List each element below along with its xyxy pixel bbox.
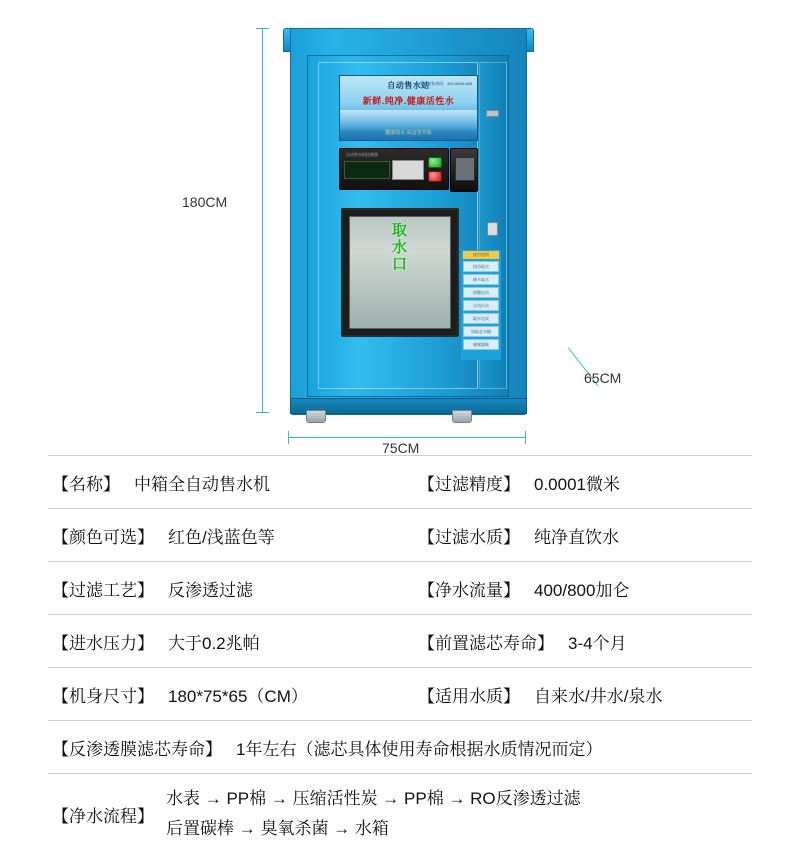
height-dimension-label: 180CM: [182, 194, 228, 210]
start-button-green[interactable]: [428, 157, 442, 168]
control-panel-keypad[interactable]: [392, 160, 424, 180]
sticker-row: 按键启动: [463, 287, 499, 298]
spec-key: 【过滤工艺】: [52, 580, 154, 600]
spec-key: 【反渗透膜滤芯寿命】: [52, 739, 222, 759]
specification-table: [48, 455, 752, 858]
table-cell: [400, 576, 752, 601]
spec-key: 【适用水质】: [418, 686, 520, 706]
spec-value: 红色/浅蓝色等: [168, 527, 275, 547]
spec-key: 【颜色可选】: [52, 527, 154, 547]
width-dimension-line: [288, 437, 526, 438]
card-slot-icon: [455, 157, 475, 181]
table-cell: [400, 682, 752, 707]
spec-value: 0.0001微米: [534, 474, 620, 494]
table-row-membrane-life: [48, 721, 752, 774]
table-cell: [400, 470, 752, 495]
window-label: 取 水 口: [391, 222, 408, 273]
instruction-sticker: [461, 250, 501, 360]
spec-key: 【机身尺寸】: [52, 686, 154, 706]
sticker-row: 自动出水: [463, 300, 499, 311]
flow-lines: [166, 784, 581, 844]
door-hinge-top: [486, 110, 499, 117]
water-dispensing-window: [341, 208, 459, 337]
table-cell: [48, 682, 400, 707]
machine-foot-right: [452, 410, 472, 423]
spec-key: 【名称】: [52, 474, 120, 494]
table-cell: [48, 523, 400, 548]
poster-hotline: 全国服务热线：400-8888-888: [419, 81, 472, 86]
height-tick-bottom: [256, 412, 269, 413]
table-cell: [48, 576, 400, 601]
flow-line-1: 水表 → PP棉 → 压缩活性炭 → PP棉 → RO反渗透过滤: [166, 789, 581, 808]
height-dimension-line: [262, 28, 263, 413]
poster-subtitle: 新鲜.纯净.健康活性水: [362, 96, 455, 106]
table-row: [48, 615, 752, 668]
table-row: [48, 509, 752, 562]
table-row: [48, 562, 752, 615]
spec-value: 自来水/井水/泉水: [534, 686, 663, 706]
spec-key: 【过滤精度】: [418, 474, 520, 494]
poster-title: 自动售水站: [387, 81, 430, 90]
table-cell: [48, 629, 400, 654]
height-tick-top: [256, 28, 269, 29]
poster-footer-text: 健康饮水 从这里开始: [385, 130, 432, 136]
spec-value: 反渗透过滤: [168, 580, 253, 600]
spec-value: 中箱全自动售水机: [134, 474, 270, 494]
table-cell: [48, 784, 752, 844]
table-row: [48, 455, 752, 509]
sticker-row: 谢谢惠顾: [463, 339, 499, 350]
spec-key: 【净水流量】: [418, 580, 520, 600]
spec-value: 1年左右（滤芯具体使用寿命根据水质情况而定）: [236, 739, 603, 759]
machine-foot-left: [306, 410, 326, 423]
depth-dimension-label: 65CM: [584, 370, 622, 386]
spec-value: 180*75*65（CM）: [168, 686, 308, 706]
spec-key: 【净水流程】: [52, 807, 154, 826]
table-row: [48, 668, 752, 721]
sticker-header: 使用说明: [463, 251, 499, 259]
spec-key: 【前置滤芯寿命】: [418, 633, 554, 653]
table-cell: [48, 470, 400, 495]
table-cell: [400, 629, 752, 654]
spec-value: 大于0.2兆帕: [168, 633, 260, 653]
sticker-row: 刷卡取水: [463, 274, 499, 285]
card-reader[interactable]: [450, 148, 478, 192]
sticker-row: 取水完成: [463, 313, 499, 324]
spec-key: 【过滤水质】: [418, 527, 520, 547]
sticker-row: 请取走水桶: [463, 326, 499, 337]
stop-button-red[interactable]: [428, 171, 442, 182]
table-cell: [400, 523, 752, 548]
spec-value: 3-4个月: [568, 633, 627, 653]
table-cell: [48, 735, 752, 760]
door-lock-icon: [487, 222, 498, 236]
advertising-poster: [339, 75, 478, 141]
spec-key: 【进水压力】: [52, 633, 154, 653]
control-panel: [339, 148, 449, 190]
flow-line-2: 后置碳棒 → 臭氧杀菌 → 水箱: [166, 819, 389, 838]
spec-value: 纯净直饮水: [534, 527, 619, 547]
control-panel-display: [344, 161, 390, 179]
width-tick-left: [288, 431, 289, 444]
sticker-row: 投币取水: [463, 261, 499, 272]
control-panel-label: 自动售水机控制器: [346, 152, 378, 157]
width-tick-right: [525, 431, 526, 444]
table-row-purification-flow: [48, 774, 752, 858]
width-dimension-label: 75CM: [382, 440, 420, 456]
poster-water-graphic: [340, 110, 477, 130]
spec-value: 400/800加仑: [534, 580, 630, 600]
